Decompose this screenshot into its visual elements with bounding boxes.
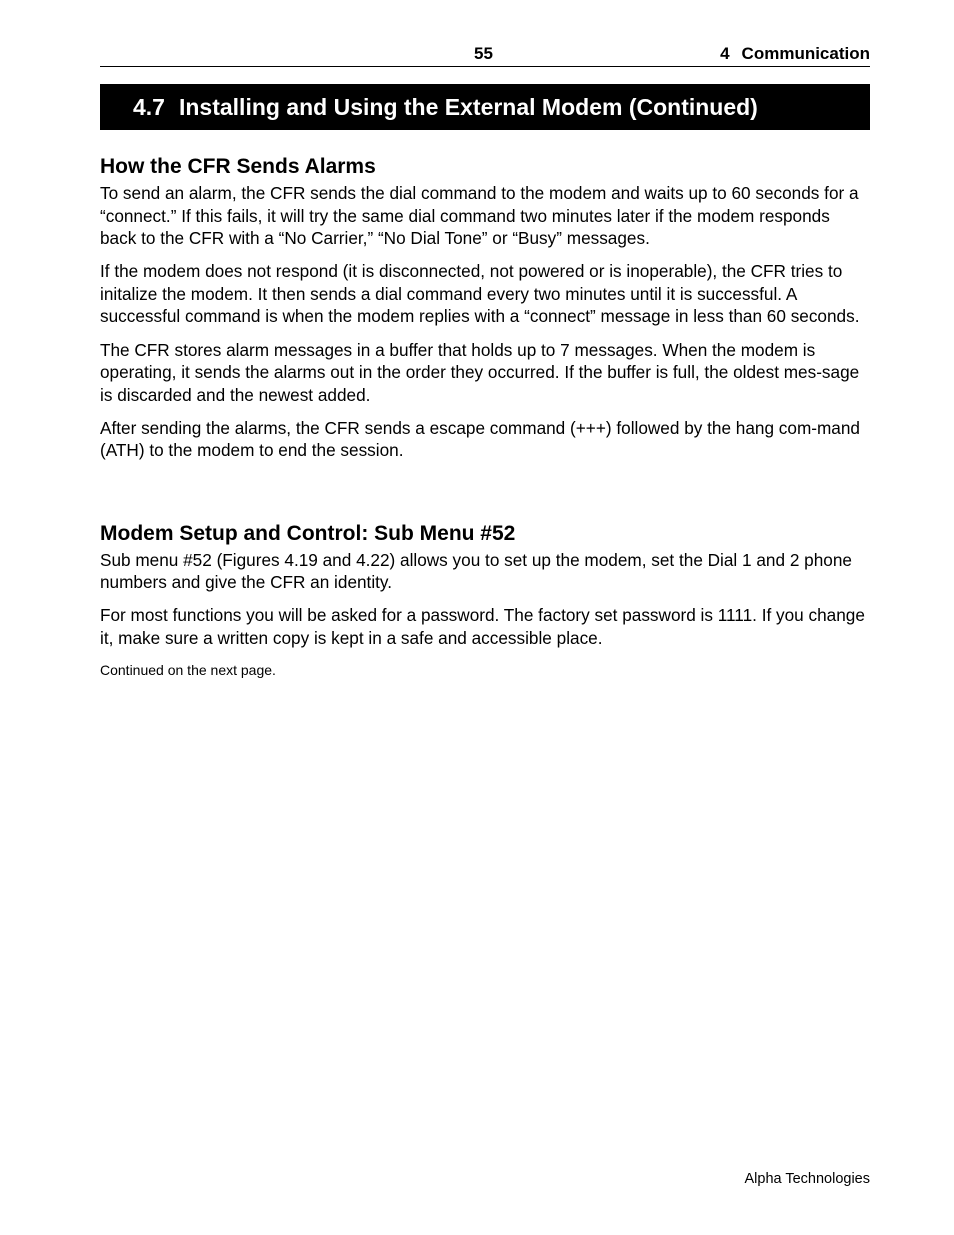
section-spacer: [100, 473, 870, 519]
paragraph: After sending the alarms, the CFR sends a escape command (+++) followed by the hang com-mand (ATH) to the modem to end the session.: [100, 417, 860, 461]
chapter-label: [720, 44, 870, 64]
footer-company: Alpha Technologies: [744, 1171, 870, 1187]
chapter-title: Communication: [741, 44, 870, 63]
paragraph: If the modem does not respond (it is disconnected, not powered or is inoperable), the CFR tries to initalize the modem. It then sends a dial command every two minutes until it is successful. A successful command is when the modem replies with a “connect” message in less than 60 seconds.: [100, 261, 860, 327]
page-header: [100, 44, 870, 67]
section-title: Installing and Using the External Modem (Continued): [178, 94, 758, 120]
section-number: 4.7: [133, 94, 165, 120]
page-number: 55: [474, 44, 493, 63]
paragraph: The CFR stores alarm messages in a buffer that holds up to 7 messages. When the modem is operating, it sends the alarms out in the order they occurred. If the buffer is full, the oldest mes-sage is discarded and the newest added.: [100, 339, 860, 405]
paragraph: To send an alarm, the CFR sends the dial command to the modem and waits up to 60 seconds for a “connect.” If this fails, it will try the same dial command two minutes later if the modem responds back to the CFR with a “No Carrier,” “No Dial Tone” or “Busy” messages.: [100, 183, 859, 249]
paragraph: Sub menu #52 (Figures 4.19 and 4.22) allows you to set up the modem, set the Dial 1 and 2 phone numbers and give the CFR an identity.: [100, 549, 852, 593]
section-title-bar: [100, 84, 870, 130]
section-heading-modem-setup: Modem Setup and Control: Sub Menu #52: [100, 521, 516, 545]
section-heading-alarms: How the CFR Sends Alarms: [100, 155, 376, 178]
chapter-number: 4: [720, 44, 730, 63]
paragraph: For most functions you will be asked for a password. The factory set password is 1111. If you change it, make sure a written copy is kept in a safe and accessible place.: [100, 605, 865, 648]
continued-note: Continued on the next page.: [100, 661, 276, 678]
main-content: [100, 152, 870, 680]
